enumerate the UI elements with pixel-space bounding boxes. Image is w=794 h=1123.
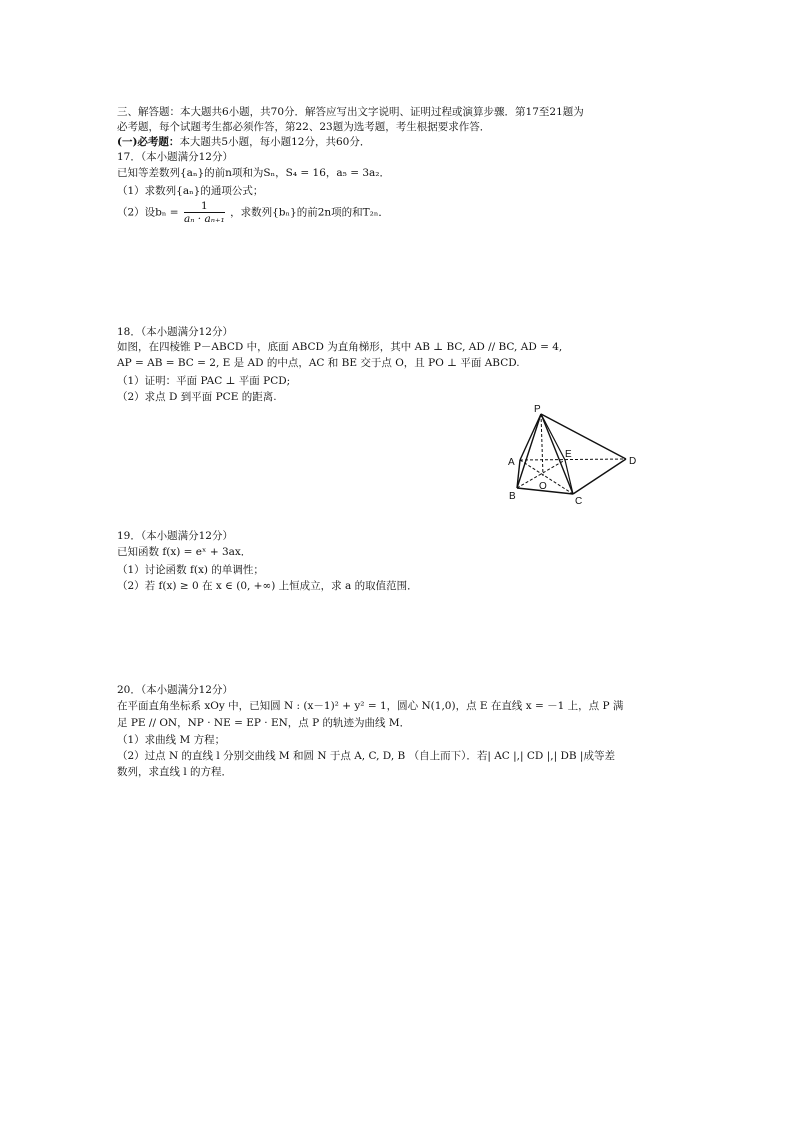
edge-CD: [573, 459, 626, 494]
edge-PD: [541, 414, 626, 459]
q18-title: 18．（本小题满分12分）: [117, 326, 233, 338]
q17-stem: 已知等差数列{aₙ}的前n项和为Sₙ，S₄ = 16，a₅ = 3a₂．: [117, 167, 390, 179]
q20-part1: （1）求曲线 M 方程；: [117, 734, 226, 746]
edge-AD-hidden: [520, 459, 626, 460]
required-text: 本大题共5小题，每小题12分，共60分．: [179, 136, 371, 148]
q17-fraction: [184, 200, 225, 225]
edge-PO-hidden: [541, 414, 543, 476]
label-E: E: [565, 449, 572, 460]
q17-title: 17．（本小题满分12分）: [117, 151, 233, 163]
q18-part2: （2）求点 D 到平面 PCE 的距离.: [117, 391, 277, 403]
label-D: D: [629, 456, 637, 467]
label-C: C: [575, 496, 583, 507]
q20-part2-line-2: 数列，求直线 l 的方程．: [117, 766, 233, 778]
q17-fraction-numerator: 1: [184, 200, 225, 213]
q18-stem-line-1: 如图，在四棱锥 P－ABCD 中，底面 ABCD 为直角梯形，其中 AB ⊥ BC, AD // BC, AD = 4,: [117, 341, 563, 353]
q20-part2-line-1: （2）过点 N 的直线 l 分别交曲线 M 和圆 N 于点 A, C, D, B （自上而下）．若| AC |,| CD |,| DB |成等差: [117, 750, 615, 762]
label-O: O: [539, 481, 547, 492]
edge-PA: [520, 414, 541, 460]
q17-fraction-denominator: aₙ · aₙ₊₁: [183, 213, 225, 225]
q19-part1: （1）讨论函数 f(x) 的单调性；: [117, 564, 264, 576]
label-B: B: [509, 491, 516, 502]
q20-title: 20．（本小题满分12分）: [117, 684, 233, 696]
required-label: (一)必考题：: [117, 136, 180, 148]
q18-stem-line-2: AP = AB = BC = 2, E 是 AD 的中点，AC 和 BE 交于点 O，且 PO ⊥ 平面 ABCD.: [117, 357, 520, 369]
q19-title: 19．（本小题满分12分）: [117, 530, 233, 542]
pyramid-figure: [500, 402, 650, 507]
label-P: P: [534, 404, 541, 415]
section-header-line-2: 必考题，每个试题考生都必须作答，第22、23题为选考题，考生根据要求作答．: [117, 121, 491, 133]
q18-part1: （1）证明：平面 PAC ⊥ 平面 PCD;: [117, 375, 291, 387]
section-header-text-1: 三、解答题：本大题共6小题，共70分．解答应写出文字说明、证明过程或演算步骤．第17至21题为: [117, 106, 584, 118]
q17-part1: （1）求数列{aₙ}的通项公式；: [117, 185, 264, 197]
q19-part2: （2）若 f(x) ≥ 0 在 x ∈ (0, +∞) 上恒成立，求 a 的取值范围．: [117, 580, 418, 592]
required-section-line: [117, 135, 370, 149]
q17-part2-suffix: ，求数列{bₙ}的前2n项的和T₂ₙ．: [230, 206, 389, 219]
edge-PB: [517, 414, 541, 488]
q20-stem-line-2: 足 PE // ON，NP · NE = EP · EN，点 P 的轨迹为曲线 M．: [117, 717, 411, 729]
q17-part2-prefix: （2）设bₙ =: [117, 206, 179, 219]
q20-stem-line-1: 在平面直角坐标系 xOy 中，已知圆 N : (x－1)² + y² = 1，圆心 N(1,0)，点 E 在直线 x = －1 上，点 P 满: [117, 700, 624, 712]
q17-part2: [117, 200, 389, 225]
section-header-line-1: [117, 105, 584, 119]
q19-stem: 已知函数 f(x) = eˣ + 3ax．: [117, 546, 252, 558]
label-A: A: [508, 457, 515, 468]
